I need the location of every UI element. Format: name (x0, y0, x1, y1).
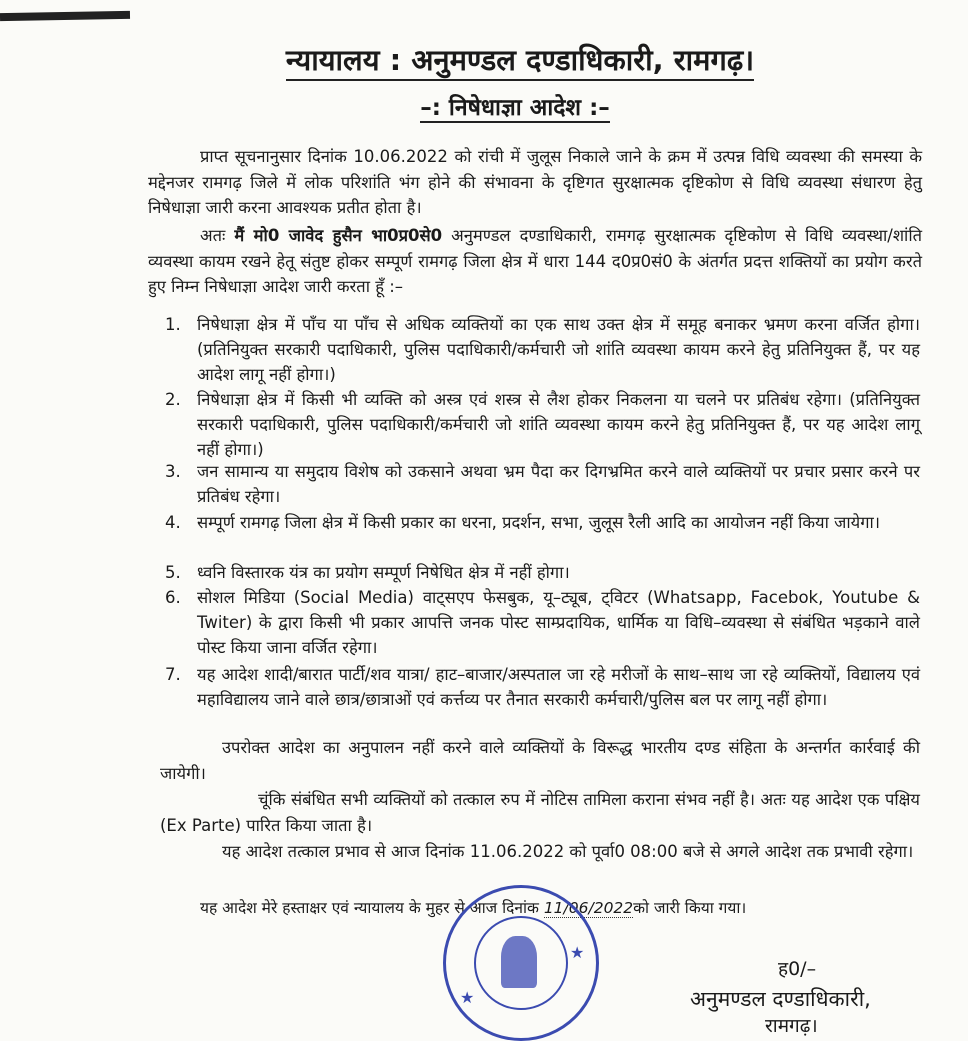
signatory-designation: अनुमण्डल दण्डाधिकारी, (690, 987, 871, 1011)
list-item: 5. ध्वनि विस्तारक यंत्र का प्रयोग सम्पूर्ण निषेधित क्षेत्र में नहीं होगा। (165, 563, 570, 582)
list-item: 6. सोशल मिडिया (Social Media) वाट्सएप फेसबुक, यू–ट्यूब, ट्विटर (Whatsapp, Facebok, Youtube & Twiter) के द्वारा किसी भी प्रकार आपत्ति जनक पोस्ट साम्प्रदायिक, धार्मिक या विधि–व्यवस्था से संबंधित भड़काने वाले पोस्ट किया जाना वर्जित रहेगा। (165, 588, 920, 657)
signature-mark: ह0/– (778, 958, 817, 980)
handwritten-date: 11/06/2022 (543, 899, 634, 917)
scan-artifact (0, 11, 130, 21)
list-item: 2. निषेधाज्ञा क्षेत्र में किसी भी व्यक्ति को अस्त्र एवं शस्त्र से लैश होकर निकलना या चलने पर प्रतिबंध रहेगा। (प्रतिनियुक्त सरकारी पदाधिकारी, पुलिस पदाधिकारी/कर्मचारी जो शांति व्यवस्था कायम करने हेतु प्रतिनियुक्त हैं, पर यह आदेश लागू नहीं होगा।) (165, 390, 920, 459)
star-icon: ★ (570, 943, 585, 962)
intro-paragraph: प्राप्त सूचनानुसार दिनांक 10.06.2022 को रांची में जुलूस निकाले जाने के क्रम में उत्पन्न विधि व्यवस्था की समस्या के मद्देनजर रामगढ़ जिले में लोक परिशांति भंग होने की संभावना के दृष्टिगत सुरक्षात्मक दृष्टिकोण से विधि व्यवस्था संधारण हेतु निषेधाज्ञा जारी करना आवश्यक प्रतीत होता है। (148, 147, 922, 217)
signatory-place: रामगढ़। (765, 1015, 818, 1037)
court-seal (443, 885, 599, 1041)
star-icon: ★ (460, 988, 475, 1007)
order-paragraph: अतः मैं मो0 जावेद हुसैन भा0प्र0से0 अनुमण्डल दण्डाधिकारी, रामगढ़ सुरक्षात्मक दृष्टिकोण से विधि व्यवस्था/शांति व्यवस्था कायम रखने हेतू संतुष्ट होकर सम्पूर्ण रामगढ़ जिला क्षेत्र में धारा 144 द0प्र0सं0 के अंतर्गत प्रदत्त शक्तियों का प्रयोग करते हुए निम्न निषेधाज्ञा आदेश जारी करता हूँ :– (148, 226, 922, 296)
national-emblem-icon (501, 936, 537, 988)
ex-parte-paragraph: चूंकि संबंधित सभी व्यक्तियों को तत्काल रुप में नोटिस तामिला कराना संभव नहीं है। अतः यह आदेश एक पक्षिय (Ex Parte) पारित किया जाता है। (160, 790, 920, 835)
penalty-paragraph: उपरोक्त आदेश का अनुपालन नहीं करने वाले व्यक्तियों के विरूद्ध भारतीय दण्ड संहिता के अन्तर्गत कार्रवाई की जायेगी। (160, 738, 920, 783)
page-title: न्यायालय : अनुमण्डल दण्डाधिकारी, रामगढ़। (0, 40, 968, 79)
issued-line: यह आदेश मेरे हस्ताक्षर एवं न्यायालय के मुहर से आज दिनांक 11/06/2022को जारी किया गया। (200, 899, 747, 917)
effect-paragraph: यह आदेश तत्काल प्रभाव से आज दिनांक 11.06.2022 को पूर्वा0 08:00 बजे से अगले आदेश तक प्रभावी रहेगा। (222, 842, 914, 861)
list-item: 4. सम्पूर्ण रामगढ़ जिला क्षेत्र में किसी प्रकार का धरना, प्रदर्शन, सभा, जुलूस रैली आदि का आयोजन नहीं किया जायेगा। (165, 513, 881, 532)
list-item: 3. जन सामान्य या समुदाय विशेष को उकसाने अथवा भ्रम पैदा कर दिगभ्रमित करने वाले व्यक्तियों पर प्रचार प्रसार करने पर प्रतिबंध रहेगा। (165, 462, 920, 506)
page-subtitle: –: निषेधाज्ञा आदेश :– (420, 95, 610, 121)
officer-name: मैं मो0 जावेद हुसैन भा0प्र0से0 (234, 226, 443, 245)
list-item: 1. निषेधाज्ञा क्षेत्र में पाँच या पाँच से अधिक व्यक्तियों का एक साथ उक्त क्षेत्र में समूह बनाकर भ्रमण करना वर्जित होगा। (प्रतिनियुक्त सरकारी पदाधिकारी, पुलिस पदाधिकारी/कर्मचारी जो शांति व्यवस्था कायम करने हेतु प्रतिनियुक्त हैं, पर यह आदेश लागू नहीं होगा।) (165, 315, 920, 384)
list-item: 7. यह आदेश शादी/बारात पार्टी/शव यात्रा/ हाट–बाजार/अस्पताल जा रहे मरीजों के साथ–साथ जा रहे व्यक्तियों, विद्यालय एवं महाविद्यालय जाने वाले छात्र/छात्राओं एवं कर्त्तव्य पर तैनात सरकारी कर्मचारी/पुलिस बल पर लागू नहीं होगा। (165, 665, 920, 709)
